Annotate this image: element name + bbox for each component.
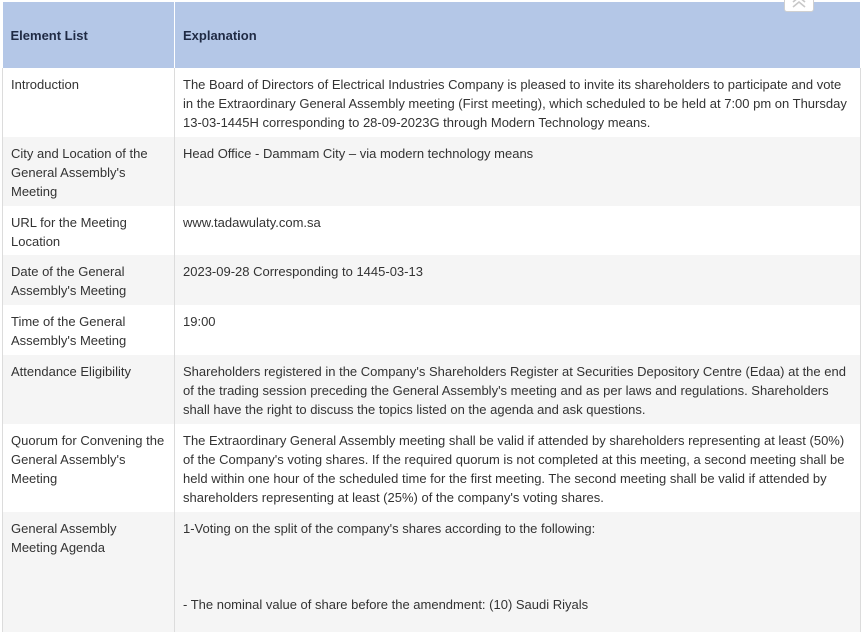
header-explanation: Explanation	[175, 2, 861, 68]
meeting-details-table-container	[2, 2, 860, 632]
table-row	[3, 424, 861, 512]
row-explanation: 2023-09-28 Corresponding to 1445-03-13	[175, 255, 861, 305]
agenda-element: General Assembly Meeting Agenda	[3, 512, 175, 632]
table-row	[3, 305, 861, 355]
table-header-row	[3, 2, 861, 68]
agenda-explanation	[175, 512, 861, 632]
double-chevron-up-icon	[791, 0, 807, 8]
row-element: Quorum for Convening the General Assembly's Meeting	[3, 424, 175, 512]
row-explanation: 19:00	[175, 305, 861, 355]
table-row	[3, 137, 861, 206]
table-row	[3, 355, 861, 424]
row-element: Time of the General Assembly's Meeting	[3, 305, 175, 355]
row-element: Attendance Eligibility	[3, 355, 175, 424]
agenda-spacer	[183, 538, 852, 595]
row-element: Introduction	[3, 68, 175, 137]
table-row	[3, 206, 861, 255]
header-element-list: Element List	[3, 2, 175, 68]
row-element: City and Location of the General Assembly's Meeting	[3, 137, 175, 206]
row-explanation: Shareholders registered in the Company's Shareholders Register at Securities Depository Centre (Edaa) at the end of the trading session preceding the General Assembly's meeting and as per laws and regulations. Shareholders shall have the right to discuss the topics listed on the agenda and ask questions.	[175, 355, 861, 424]
meeting-details-table	[2, 2, 861, 632]
agenda-item-1: 1-Voting on the split of the company's shares according to the following:	[183, 521, 596, 536]
row-explanation: The Extraordinary General Assembly meeting shall be valid if attended by shareholders representing at least (50%) of the Company's voting shares. If the required quorum is not completed at this meeting, a second meeting shall be held within one hour of the scheduled time for the first meeting. The second meeting shall be valid if attended by shareholders representing at least (25%) of the company's voting shares.	[175, 424, 861, 512]
table-row	[3, 68, 861, 137]
table-row	[3, 255, 861, 305]
row-element: Date of the General Assembly's Meeting	[3, 255, 175, 305]
scroll-to-top-button[interactable]	[784, 0, 814, 12]
table-row	[3, 512, 861, 632]
row-element: URL for the Meeting Location	[3, 206, 175, 255]
row-explanation: www.tadawulaty.com.sa	[175, 206, 861, 255]
row-explanation: The Board of Directors of Electrical Industries Company is pleased to invite its shareholders to participate and vote in the Extraordinary General Assembly meeting (First meeting), which scheduled to be held at 7:00 pm on Thursday 13-03-1445H corresponding to 28-09-2023G through Modern Technology means.	[175, 68, 861, 137]
agenda-item-2: - The nominal value of share before the amendment: (10) Saudi Riyals	[183, 597, 589, 612]
row-explanation: Head Office - Dammam City – via modern technology means	[175, 137, 861, 206]
